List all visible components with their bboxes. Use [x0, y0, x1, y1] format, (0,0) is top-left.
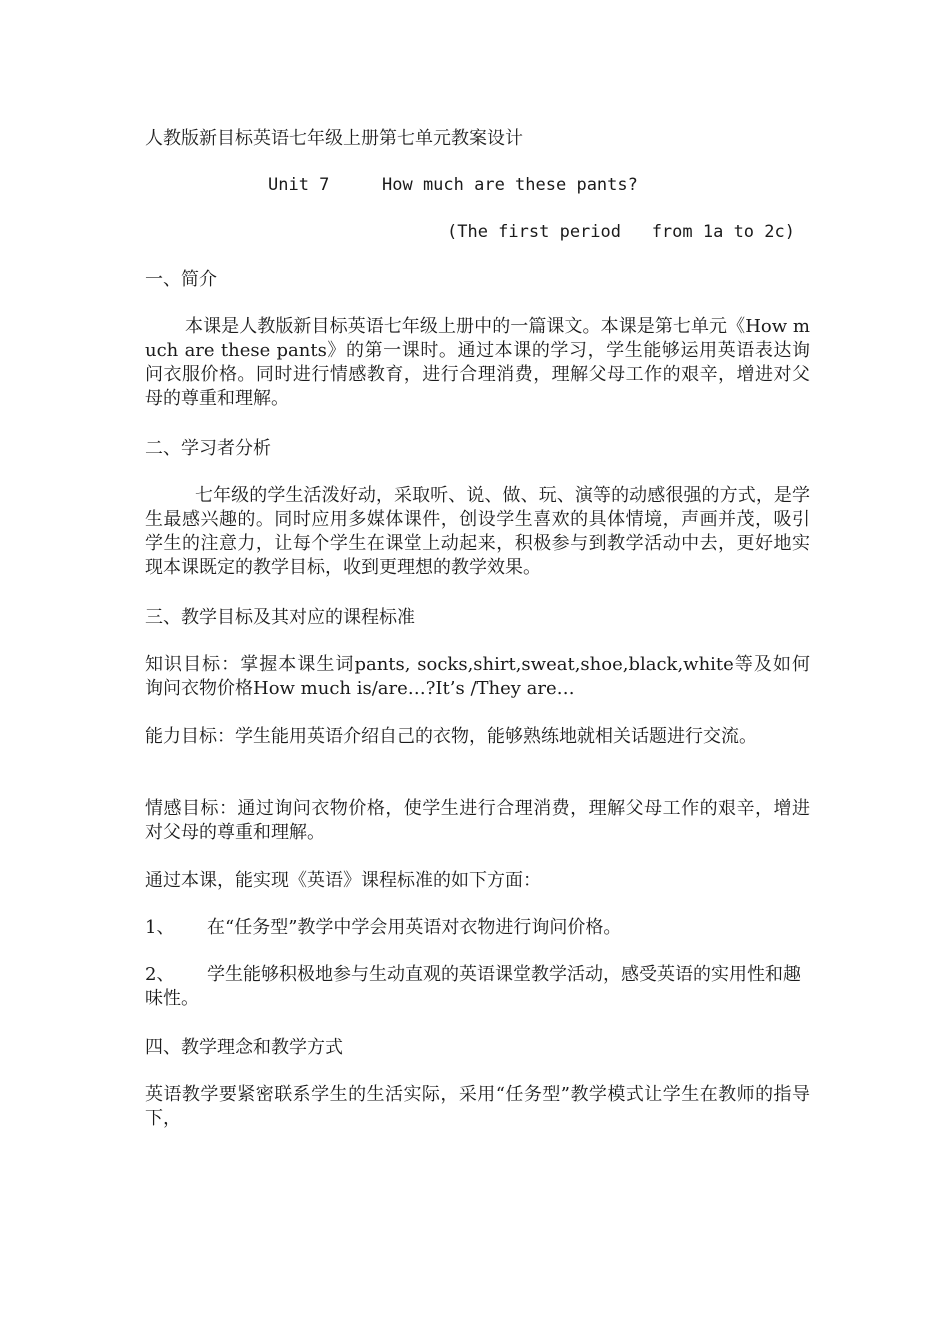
standards-intro: 通过本课，能实现《英语》课程标准的如下方面：: [145, 870, 541, 891]
standard-item-1: [145, 916, 810, 940]
emotion-goal: 情感目标：通过询问衣物价格，使学生进行合理消费，理解父母工作的艰辛，增进对父母的尊重和理解。: [145, 798, 810, 843]
document-title: 人教版新目标英语七年级上册第七单元教案设计: [145, 128, 523, 149]
unit-title: How much are these pants?: [382, 175, 638, 195]
knowledge-goal: 知识目标：掌握本课生词pants, socks,shirt,sweat,shoe,black,white等及如何询问衣物价格How much is/are…?It’s /They are…: [145, 654, 810, 699]
standard-item-1-text: 在“任务型”教学中学会用英语对衣物进行询问价格。: [207, 917, 622, 938]
standard-item-2-number: 2、: [145, 964, 175, 985]
section-2-body: 七年级的学生活泼好动，采取听、说、做、玩、演等的动感很强的方式，是学生最感兴趣的。同时应用多媒体课件，创设学生喜欢的具体情境，声画并茂，吸引学生的注意力，让每个学生在课堂上动起来，积极参与到教学活动中去，更好地实现本课既定的教学目标，收到更理想的教学效果。: [145, 485, 810, 578]
unit-label: Unit 7: [268, 175, 330, 195]
section-3-heading: 三、教学目标及其对应的课程标准: [145, 607, 415, 628]
section-1-body: 本课是人教版新目标英语七年级上册中的一篇课文。本课是第七单元《How much are these pants》的第一课时。通过本课的学习，学生能够运用英语表达询问衣服价格。同时进行情感教育，进行合理消费，理解父母工作的艰辛，增进对父母的尊重和理解。: [145, 316, 810, 409]
ability-goal: 能力目标：学生能用英语介绍自己的衣物，能够熟练地就相关话题进行交流。: [145, 726, 757, 747]
period-note: (The first period from 1a to 2c): [447, 222, 795, 242]
standard-item-2-text: 学生能够积极地参与生动直观的英语课堂教学活动，感受英语的实用性和趣味性。: [145, 964, 801, 1009]
standard-item-2: [145, 963, 810, 1011]
section-1-heading: 一、简介: [145, 269, 217, 290]
standard-item-1-number: 1、: [145, 917, 175, 938]
section-4-body: 英语教学要紧密联系学生的生活实际，采用“任务型”教学模式让学生在教师的指导下，: [145, 1084, 810, 1129]
section-4-heading: 四、教学理念和教学方式: [145, 1037, 343, 1058]
section-2-heading: 二、学习者分析: [145, 438, 271, 459]
